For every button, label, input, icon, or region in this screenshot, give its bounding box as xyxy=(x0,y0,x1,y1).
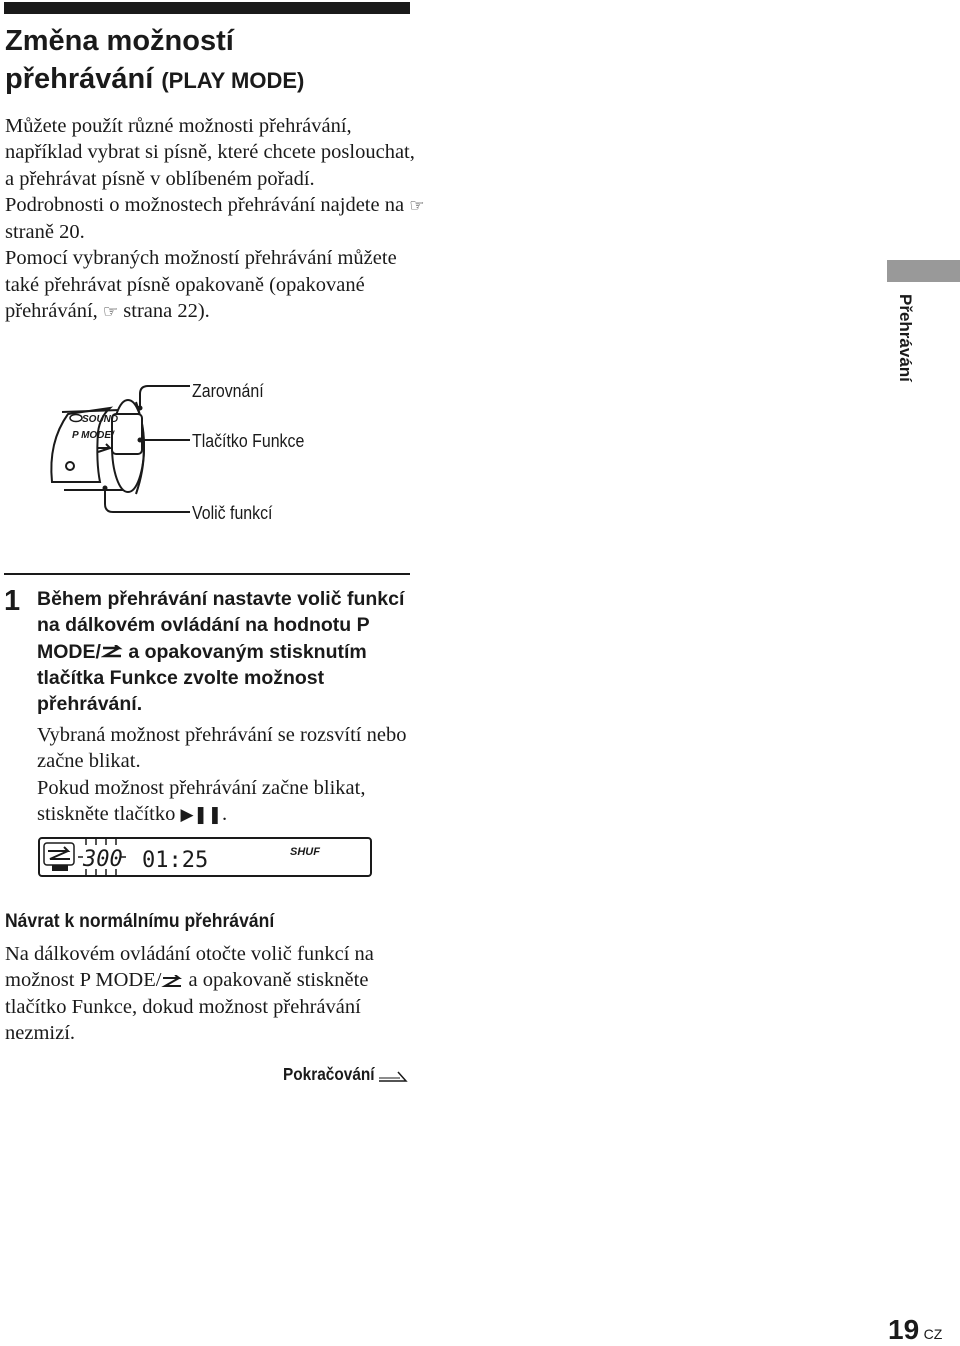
section-body: Na dálkovém ovládání otočte volič funkcí na možnost P MODE/ a opakovaně stiskněte tlačítko Funkce, dokud možnost přehrávání nezmizí. xyxy=(5,943,374,1044)
intro-paragraph-1: Můžete použít různé možnosti přehrávání, například vybrat si písně, které chcete poslouchat, a přehrávat písně v oblíbeném pořadí. xyxy=(5,115,415,190)
step-number: 1 xyxy=(4,585,21,617)
step-heading: Během přehrávání nastavte volič funkcí na dálkovém ovládání na hodnotu P MODE/ a opakovaným stisknutím tlačítka Funkce zvolte možnost přehrávání. xyxy=(37,588,405,716)
repeat-mode-icon xyxy=(98,444,110,452)
side-tab-label: Přehrávání xyxy=(896,294,915,382)
battery-icon xyxy=(52,865,68,871)
intro-paragraph-3: Pomocí vybraných možností přehrávání můžete také přehrávat písně opakovaně (opakované přehrávání, ☞ strana 22). xyxy=(5,247,397,323)
lcd-shuffle-indicator: SHUF xyxy=(290,846,320,858)
callout-alignment: Zarovnání xyxy=(192,380,264,401)
step-body-1: Vybraná možnost přehrávání se rozsvítí nebo začne blikat. xyxy=(37,724,407,773)
title-subtitle: (PLAY MODE) xyxy=(161,68,305,93)
repeat-mode-icon xyxy=(161,975,183,989)
remote-control-illustration xyxy=(40,372,190,522)
page-language-code: CZ xyxy=(923,1326,943,1342)
pointing-hand-icon: ☞ xyxy=(102,302,119,323)
repeat-mode-icon xyxy=(101,645,123,659)
intro-text xyxy=(5,113,425,325)
remote-label-sound: SOUND xyxy=(82,414,119,425)
page-number xyxy=(888,1314,942,1346)
page-number-value: 19 xyxy=(888,1314,920,1345)
lcd-time: 01:25 xyxy=(142,848,209,873)
step-body xyxy=(37,722,422,828)
step-body-2: Pokud možnost přehrávání začne blikat, stiskněte tlačítko ▶❚❚. xyxy=(37,776,366,825)
remote-label-pmode: P MODE/ xyxy=(72,430,114,441)
page-title xyxy=(5,22,425,100)
lcd-track-number: 300 xyxy=(83,847,123,872)
lcd-display xyxy=(38,837,372,877)
play-pause-icon: ▶❚❚ xyxy=(180,804,223,825)
continue-arrow-icon xyxy=(378,1069,408,1083)
step-rule xyxy=(4,573,410,575)
section-heading: Návrat k normálnímu přehrávání xyxy=(5,910,275,932)
side-tab xyxy=(887,260,960,282)
callout-function-button: Tlačítko Funkce xyxy=(192,430,305,451)
top-rule xyxy=(4,2,410,14)
pointing-hand-icon: ☞ xyxy=(409,195,425,216)
continue-label: Pokračování xyxy=(283,1064,375,1084)
intro-paragraph-2: Podrobnosti o možnostech přehrávání najdete na ☞ straně 20. xyxy=(5,193,425,244)
title-line1: Změna možností xyxy=(5,25,234,57)
title-line2: přehrávání xyxy=(5,63,154,95)
continue-indicator xyxy=(283,1064,413,1085)
callout-function-selector: Volič funkcí xyxy=(192,502,273,523)
